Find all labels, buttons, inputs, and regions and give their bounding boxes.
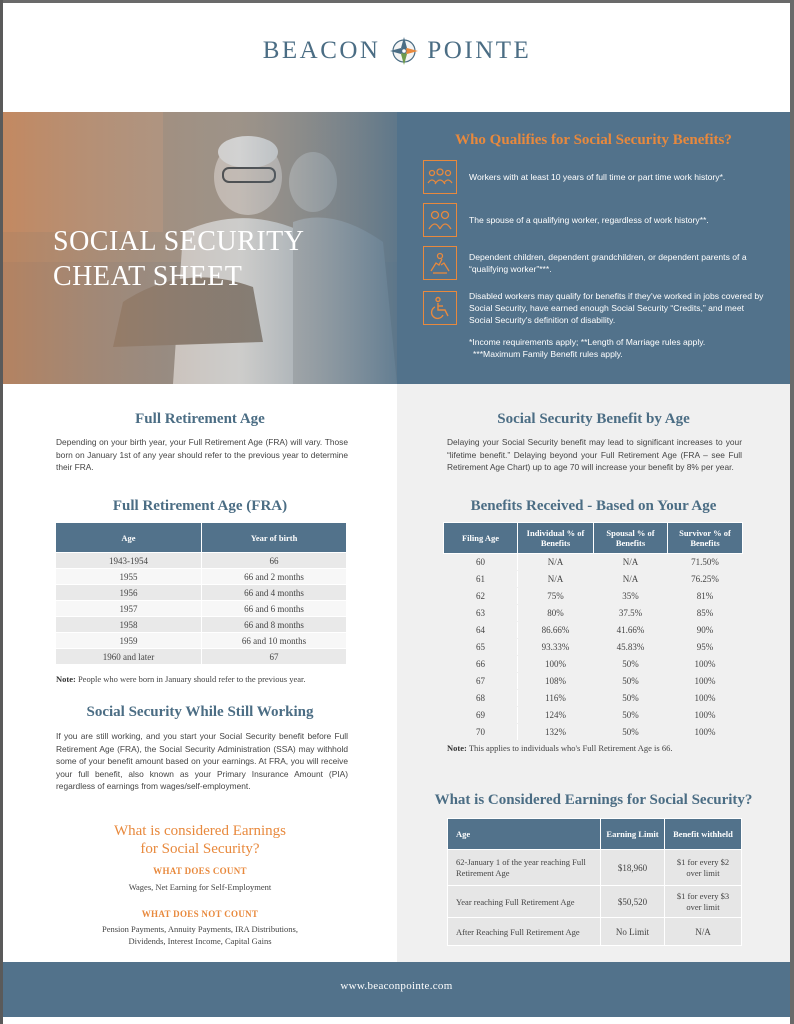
earnings-header: Benefit withheld [665,819,742,850]
earnings-table [447,818,742,946]
table-row [56,617,347,633]
table-cell: N/A [594,571,668,588]
brand-word-left: BEACON [262,37,381,64]
table-cell: 66 and 8 months [202,617,347,633]
footnote-line: ***Maximum Family Benefit rules apply. [473,349,623,359]
table-cell: 76.25% [668,571,743,588]
not-count-line: Pension Payments, Annuity Payments, IRA Distributions, [102,924,298,934]
benefits-header: Spousal % of Benefits [594,523,668,554]
table-row [444,724,743,741]
fra-note [56,674,306,684]
table-cell: No Limit [601,918,665,946]
table-cell: 1958 [56,617,202,633]
table-row [444,554,743,571]
table-cell: 100% [668,724,743,741]
table-row [56,569,347,585]
table-cell: 71.50% [668,554,743,571]
table-cell: 100% [668,707,743,724]
hero-title [53,224,304,294]
couple-icon [423,203,457,237]
table-cell: 90% [668,622,743,639]
note-label: Note: [56,674,76,684]
table-row [444,707,743,724]
count-text: Wages, Net Earning for Self-Employment [128,882,272,892]
frame-border-top [0,0,794,3]
table-cell: 62 [444,588,518,605]
table-cell: N/A [518,571,594,588]
fra-table-title: Full Retirement Age (FRA) [112,498,288,514]
table-row [444,571,743,588]
table-cell: Year reaching Full Retirement Age [448,886,601,918]
qualify-item [423,290,769,326]
table-cell: After Reaching Full Retirement Age [448,918,601,946]
table-row [56,585,347,601]
note-text: This applies to individuals who's Full Retirement Age is 66. [468,743,673,753]
table-cell: 80% [518,605,594,622]
note-text: People who were born in January should refer to the previous year. [77,674,306,684]
table-cell: 85% [668,605,743,622]
table-cell: $1 for every $2 over limit [665,850,742,886]
compass-icon [389,36,419,66]
table-cell: 1955 [56,569,202,585]
fra-title: Full Retirement Age [135,411,265,427]
brand-word-right: POINTE [427,37,532,64]
qualifies-footnote [469,336,769,360]
table-row [444,639,743,656]
table-cell: 75% [518,588,594,605]
earnings-def-title-line1: What is considered Earnings [113,823,287,839]
table-cell: 81% [668,588,743,605]
table-row [448,886,742,918]
table-cell: 124% [518,707,594,724]
table-cell: 50% [594,707,668,724]
frame-border-left [0,0,3,1024]
table-cell: 64 [444,622,518,639]
table-cell: 66 and 2 months [202,569,347,585]
table-cell: $1 for every $3 over limit [665,886,742,918]
website-link[interactable]: www.beaconpointe.com [340,980,453,992]
qualify-text: Disabled workers may qualify for benefits if they've worked in jobs covered by Social Security, have earned enough Social Security “Credits,” and meet Social Security's definition of disability. [469,291,764,325]
qualify-text: Dependent children, dependent grandchildren, or dependent parents of a “qualifying worker”***. [469,252,747,274]
table-cell: 66 [202,553,347,569]
benefits-note [447,743,672,753]
frame-border-right [790,0,794,1024]
hero-title-line2: CHEAT SHEET [53,261,243,292]
benefits-header: Filing Age [444,523,518,554]
qualifies-panel [397,112,790,384]
benefit-age-title: Social Security Benefit by Age [497,411,690,427]
table-cell: 100% [668,690,743,707]
group-icon [423,160,457,194]
right-column [397,384,790,962]
table-cell: 60 [444,554,518,571]
left-column [3,384,397,962]
earnings-table-title: What is Considered Earnings for Social Security? [434,792,753,808]
benefits-header: Survivor % of Benefits [668,523,743,554]
table-cell: 1957 [56,601,202,617]
table-cell: $18,960 [601,850,665,886]
table-cell: N/A [518,554,594,571]
qualify-item [423,203,769,237]
table-cell: 67 [202,649,347,665]
earnings-def-title [3,822,397,858]
note-label: Note: [447,743,467,753]
table-cell: $50,520 [601,886,665,918]
table-row [56,601,347,617]
table-row [56,649,347,665]
not-count-text [3,923,397,947]
hero-photo [3,112,397,384]
count-label: WHAT DOES COUNT [153,866,247,876]
table-row [444,588,743,605]
table-cell: 50% [594,673,668,690]
table-cell: 45.83% [594,639,668,656]
qualifies-title: Who Qualifies for Social Security Benefits? [455,132,732,148]
table-cell: 62-January 1 of the year reaching Full Retirement Age [448,850,601,886]
table-cell: 67 [444,673,518,690]
table-row [444,673,743,690]
earnings-header: Earning Limit [601,819,665,850]
table-cell: 86.66% [518,622,594,639]
table-cell: 66 and 4 months [202,585,347,601]
hands-icon [423,246,457,280]
table-cell: 116% [518,690,594,707]
fra-body: Depending on your birth year, your Full Retirement Age (FRA) will vary. Those born on January 1st of any year should refer to the previous year to determine their FRA. [56,437,348,472]
table-cell: 41.66% [594,622,668,639]
table-cell: 1959 [56,633,202,649]
table-cell: 65 [444,639,518,656]
not-count-label: WHAT DOES NOT COUNT [141,909,259,919]
qualify-item [423,246,769,280]
table-cell: 69 [444,707,518,724]
qualify-item [423,160,769,194]
fra-header-year: Year of birth [202,523,347,553]
table-cell: 66 and 6 months [202,601,347,617]
table-cell: 1956 [56,585,202,601]
fra-table [55,522,347,665]
table-row [444,690,743,707]
table-cell: 63 [444,605,518,622]
table-cell: 93.33% [518,639,594,656]
table-cell: 70 [444,724,518,741]
hero-title-line1: SOCIAL SECURITY [53,226,305,257]
footer [3,962,790,1017]
table-row [444,622,743,639]
table-cell: 50% [594,724,668,741]
table-row [448,850,742,886]
table-row [56,553,347,569]
footnote-line: *Income requirements apply; **Length of Marriage rules apply. [469,337,706,347]
table-cell: 50% [594,656,668,673]
working-title: Social Security While Still Working [86,704,314,720]
table-cell: 66 and 10 months [202,633,347,649]
table-cell: 35% [594,588,668,605]
table-cell: 95% [668,639,743,656]
qualify-text: The spouse of a qualifying worker, regardless of work history**. [469,215,709,225]
brand-logo [0,36,794,66]
table-row [444,656,743,673]
qualify-text: Workers with at least 10 years of full time or part time work history*. [469,172,726,182]
benefits-header: Individual % of Benefits [518,523,594,554]
working-body: If you are still working, and you start your Social Security benefit before Full Retirement Age (FRA), the Social Security Administration (SSA) may withhold some of your benefit amount based on your earnings. At FRA, you will receive your full benefit, also known as your Primary Insurance Amount (PIA) regardless of earnings from wages/self-employment. [56,731,348,791]
table-row [444,605,743,622]
benefit-age-body: Delaying your Social Security benefit may lead to significant increases to your “lifetime benefit.” Delaying beyond your Full Retirement Age (FRA – see Full Retirement Age Chart) up to age 70 will increase your benefit by 8% per year. [447,437,742,472]
table-row [448,918,742,946]
table-cell: 132% [518,724,594,741]
table-cell: 1943-1954 [56,553,202,569]
table-cell: 66 [444,656,518,673]
table-cell: N/A [594,554,668,571]
table-cell: 61 [444,571,518,588]
table-cell: 100% [668,656,743,673]
table-cell: 68 [444,690,518,707]
benefits-table-title: Benefits Received - Based on Your Age [470,498,717,514]
earnings-def-title-line2: for Social Security? [140,841,260,857]
not-count-line: Dividends, Interest Income, Capital Gains [128,936,272,946]
table-cell: 100% [668,673,743,690]
table-cell: 100% [518,656,594,673]
table-cell: 1960 and later [56,649,202,665]
table-cell: 37.5% [594,605,668,622]
table-row [56,633,347,649]
table-cell: N/A [665,918,742,946]
earnings-header: Age [448,819,601,850]
table-cell: 108% [518,673,594,690]
wheelchair-icon [423,291,457,325]
table-cell: 50% [594,690,668,707]
fra-header-age: Age [56,523,202,553]
benefits-table [443,522,743,741]
